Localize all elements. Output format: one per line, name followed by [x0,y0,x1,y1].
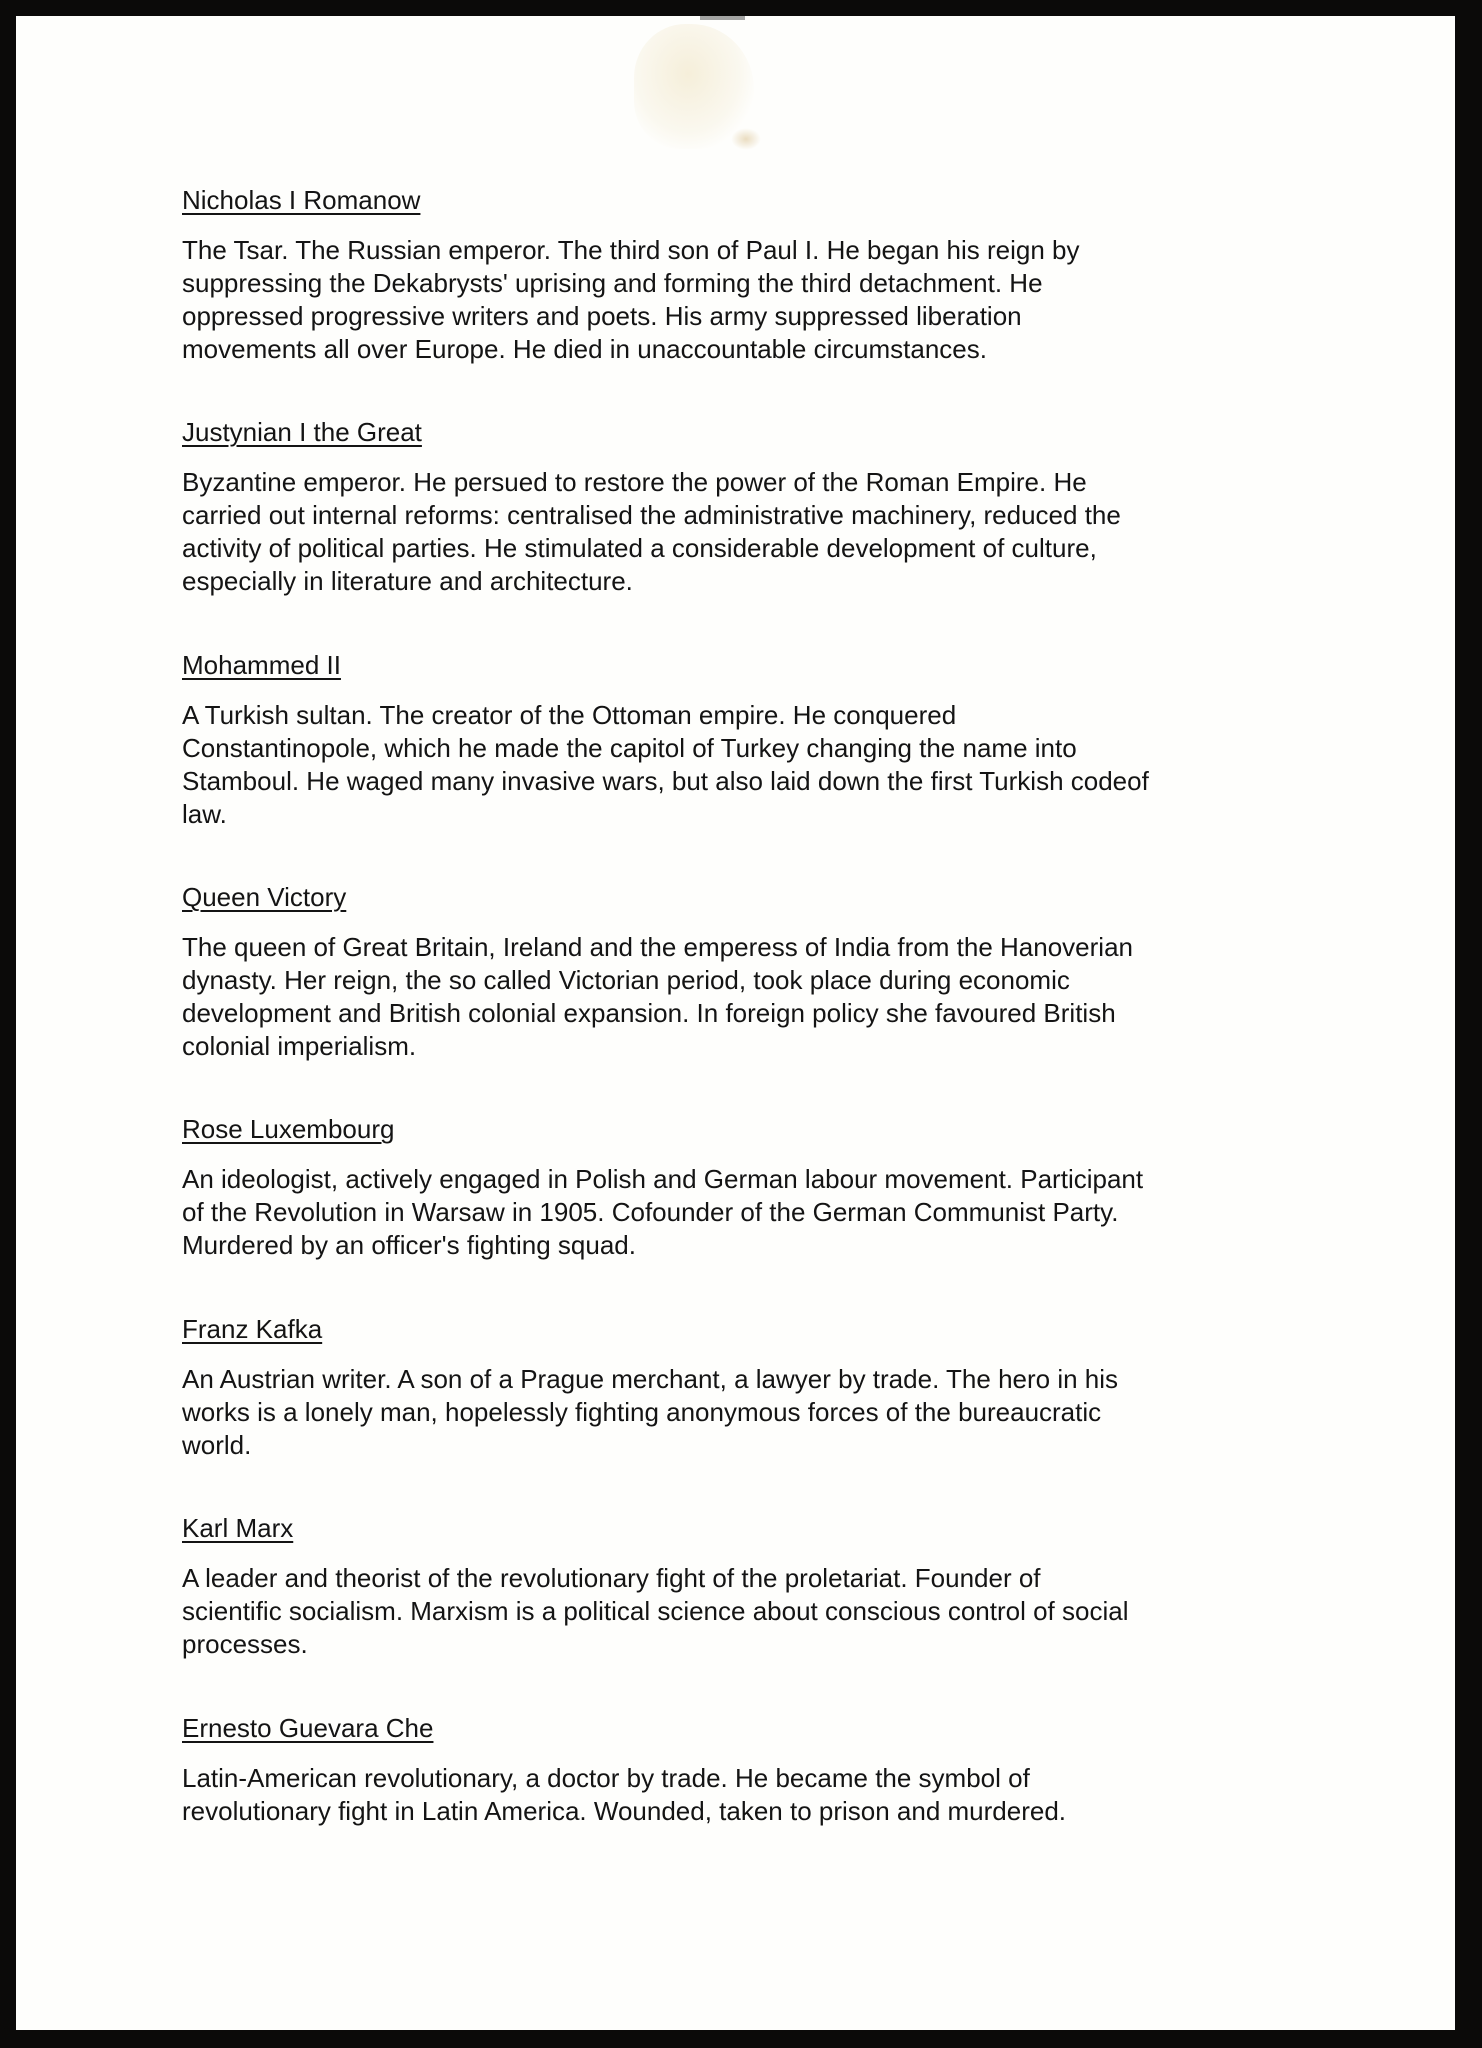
entry-franz-kafka [182,1313,1322,1462]
paper-stain-tip [731,128,761,150]
entry-justynian-i [182,416,1322,598]
description-line: Latin-American revolutionary, a doctor by trade. He became the symbol of [182,1763,1030,1793]
description-line: oppressed progressive writers and poets. His army suppressed liberation [182,301,1022,331]
description-line: Stamboul. He waged many invasive wars, but also laid down the first Turkish codeof [182,766,1149,796]
description-line: An Austrian writer. A son of a Prague merchant, a lawyer by trade. The hero in his [182,1364,1119,1394]
description-line: processes. [182,1629,308,1659]
entry-description [182,1363,1322,1462]
entry-rose-luxembourg [182,1113,1322,1262]
entry-heading: Nicholas I Romanow [182,185,421,215]
description-line: especially in literature and architecture. [182,566,633,596]
description-line: development and British colonial expansion. In foreign policy she favoured British [182,998,1116,1028]
entry-karl-marx [182,1512,1322,1661]
description-line: Byzantine emperor. He persued to restore the power of the Roman Empire. He [182,467,1087,497]
entry-heading: Queen Victory [182,882,347,912]
entry-description [182,699,1322,831]
entry-heading: Karl Marx [182,1513,294,1543]
description-line: scientific socialism. Marxism is a political science about conscious control of social [182,1596,1129,1626]
description-line: activity of political parties. He stimulated a considerable development of culture, [182,533,1097,563]
description-line: colonial imperialism. [182,1031,417,1061]
description-line: Constantinopole, which he made the capitol of Turkey changing the name into [182,733,1077,763]
description-line: dynasty. Her reign, the so called Victorian period, took place during economic [182,965,1070,995]
description-line: Murdered by an officer's fighting squad. [182,1230,636,1260]
description-line: law. [182,799,227,829]
description-line: The Tsar. The Russian emperor. The third son of Paul I. He began his reign by [182,235,1080,265]
entry-heading: Justynian I the Great [182,417,422,447]
entry-heading: Rose Luxembourg [182,1114,395,1144]
description-line: A Turkish sultan. The creator of the Ottoman empire. He conquered [182,700,957,730]
entry-description [182,1562,1322,1661]
staple-mark [700,16,745,20]
entry-description [182,234,1322,366]
description-line: works is a lonely man, hopelessly fighting anonymous forces of the bureaucratic [182,1397,1102,1427]
entry-queen-victory [182,881,1322,1063]
description-line: world. [182,1430,252,1460]
entry-heading: Ernesto Guevara Che [182,1713,434,1743]
entry-description [182,931,1322,1063]
description-line: An ideologist, actively engaged in Polish and German labour movement. Participant [182,1164,1144,1194]
entry-ernesto-guevara [182,1712,1322,1828]
entry-description [182,1163,1322,1262]
description-line: suppressing the Dekabrysts' uprising and forming the third detachment. He [182,268,1043,298]
description-line: movements all over Europe. He died in unaccountable circumstances. [182,334,987,364]
description-line: carried out internal reforms: centralised the administrative machinery, reduced the [182,500,1121,530]
description-line: of the Revolution in Warsaw in 1905. Cofounder of the German Communist Party. [182,1197,1119,1227]
description-line: revolutionary fight in Latin America. Wounded, taken to prison and murdered. [182,1796,1067,1826]
entry-mohammed-ii [182,649,1322,831]
entry-description [182,466,1322,598]
entry-description [182,1762,1322,1828]
description-line: A leader and theorist of the revolutionary fight of the proletariat. Founder of [182,1563,1041,1593]
entry-heading: Mohammed II [182,650,341,680]
description-line: The queen of Great Britain, Ireland and the emperess of India from the Hanoverian [182,932,1133,962]
entry-heading: Franz Kafka [182,1314,323,1344]
entry-nicholas-i [182,184,1322,366]
